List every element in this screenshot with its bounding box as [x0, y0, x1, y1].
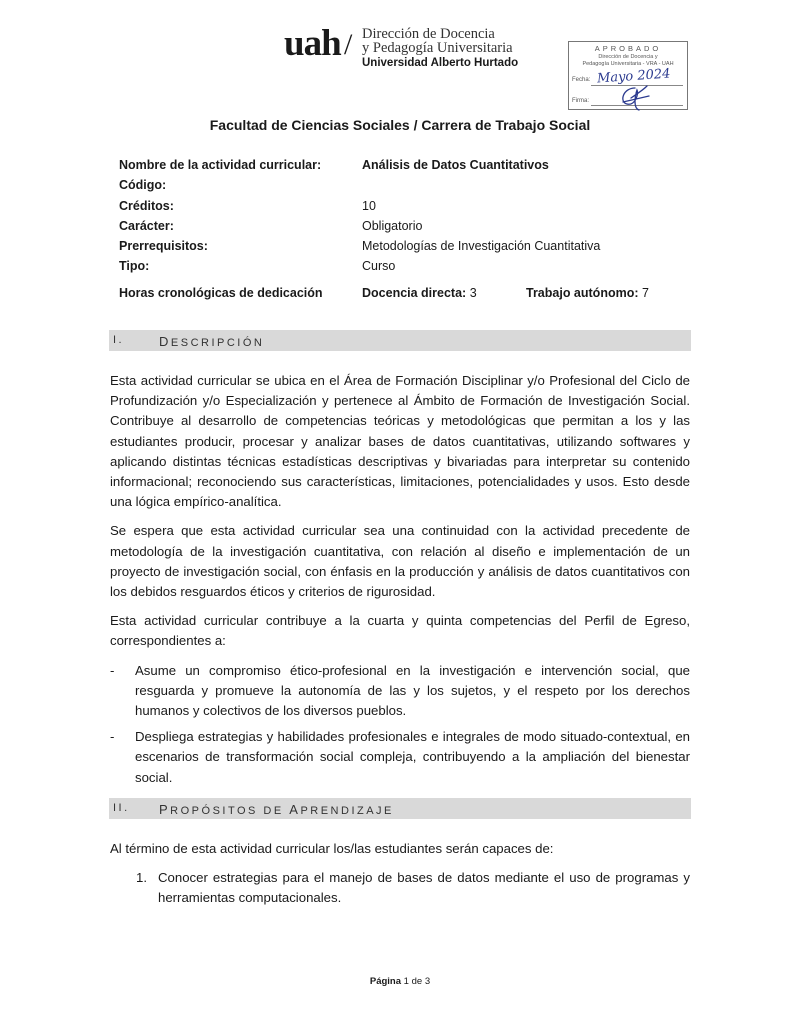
list-item — [110, 868, 690, 908]
nombre-value: Análisis de Datos Cuantitativos — [362, 158, 549, 172]
stamp-title: APROBADO — [594, 44, 662, 53]
logo-slash: / — [344, 28, 353, 61]
autonomo-label: Trabajo autónomo: — [526, 285, 639, 300]
course-info-table — [119, 158, 689, 306]
list-number: 1. — [136, 870, 147, 886]
page-number: 1 — [403, 976, 409, 987]
list-item-text: Asume un compromiso ético-profesional en la investigación e intervención social, que resguarda y promueve la autonomía de las y los sujetos, y el respeto por los derechos humanos y colectivos de los diversos pueblos. — [135, 662, 690, 719]
tipo-value: Curso — [362, 259, 396, 274]
signature-icon — [613, 80, 653, 114]
tipo-label: Tipo: — [119, 259, 150, 274]
paragraph: Esta actividad curricular se ubica en el Área de Formación Disciplinar y/o Profesional del Ciclo de Profundización y/o Especialización y pertenece al Ámbito de Formación de Investigación Social. Contribuye al desarrollo de competencias teóricas y metodológicas que permitan a los y las estudiantes producir, procesar y analizar bases de datos cuantitativas, utilizando softwares y aplicando distintas técnicas estadísticas descriptivas y bivariadas para interpretar su contenido informacional; reconociendo sus características, limitaciones, potencialidades y usos. Esto desde una lógica empírico-analítica. — [110, 373, 690, 510]
logo-department-line1: Dirección de Docencia — [362, 26, 495, 42]
stamp-line1: Dirección de Docencia y — [598, 54, 658, 60]
creditos-value: 10 — [362, 198, 376, 213]
list-item-text: Despliega estrategias y habilidades profesionales e integrales de modo situado-contextual, en escenarios de transformación social compleja, contribuyendo a la ampliación del bienestar social. — [135, 729, 690, 785]
page-total: 3 — [424, 976, 431, 987]
section-header-descripcion — [109, 330, 691, 351]
section-number: I. — [113, 334, 125, 346]
prerrequisitos-value: Metodologías de Investigación Cuantitativa — [362, 239, 601, 254]
info-row-prerrequisitos — [119, 239, 689, 259]
codigo-label: Código: — [119, 178, 167, 193]
nombre-label: Nombre de la actividad curricular: — [119, 158, 322, 172]
stamp-fecha-value: Mayo 2024 — [596, 66, 671, 87]
page-footer — [0, 976, 800, 987]
section-header-propositos — [109, 798, 691, 819]
section-title: DESCRIPCIÓN — [159, 334, 265, 349]
info-row-caracter — [119, 219, 689, 239]
page-label: Página — [369, 976, 402, 987]
approval-stamp — [568, 41, 688, 110]
docencia-value: 3 — [469, 285, 477, 300]
faculty-title: Facultad de Ciencias Sociales / Carrera de Trabajo Social — [209, 117, 591, 133]
list-item — [110, 727, 690, 788]
prerrequisitos-label: Prerrequisitos: — [119, 239, 208, 254]
logo-department-line2: y Pedagogía Universitaria — [362, 40, 513, 56]
section-descripcion-body — [110, 371, 690, 794]
list-item-text: Conocer estrategias para el manejo de bases de datos mediante el uso de programas y herramientas computacionales. — [158, 870, 690, 906]
info-row-horas — [119, 286, 689, 306]
paragraph: Al término de esta actividad curricular los/las estudiantes serán capaces de: — [110, 841, 554, 856]
info-row-creditos — [119, 199, 689, 219]
section-number: II. — [113, 802, 130, 814]
creditos-label: Créditos: — [119, 198, 174, 213]
list-item — [110, 661, 690, 722]
section-propositos-body — [110, 839, 690, 909]
section-title: PROPÓSITOS DE APRENDIZAJE — [159, 802, 394, 817]
logo-mark: uah — [284, 23, 341, 64]
horas-label: Horas cronológicas de dedicación — [119, 285, 323, 300]
logo-university-name: Universidad Alberto Hurtado — [362, 57, 519, 69]
autonomo-value: 7 — [641, 285, 649, 300]
trabajo-autonomo — [526, 286, 649, 300]
caracter-value: Obligatorio — [362, 218, 423, 233]
page-of-label: de — [411, 976, 423, 987]
stamp-fecha-label: Fecha: — [572, 77, 591, 83]
docencia-directa — [362, 286, 477, 300]
list-dash: - — [110, 729, 115, 745]
list-dash: - — [110, 662, 115, 678]
caracter-label: Carácter: — [119, 218, 174, 233]
university-logo — [284, 22, 544, 72]
stamp-line2: Pedagogía Universitaria - VRA - UAH — [582, 61, 674, 67]
info-row-nombre — [119, 158, 689, 178]
paragraph: Se espera que esta actividad curricular sea una continuidad con la actividad precedente de metodología de la investigación cuantitativa, con relación al diseño e implementación de un proyecto de investigación social, con énfasis en la producción y análisis de datos cuantitativos con los debidos resguardos éticos y criterios de rigurosidad. — [110, 523, 690, 600]
stamp-firma-label: Firma: — [572, 98, 589, 104]
paragraph: Esta actividad curricular contribuye a la cuarta y quinta competencias del Perfil de Egreso, correspondientes a: — [110, 613, 690, 649]
info-row-tipo — [119, 259, 689, 279]
docencia-label: Docencia directa: — [362, 285, 467, 300]
info-row-codigo — [119, 178, 689, 198]
